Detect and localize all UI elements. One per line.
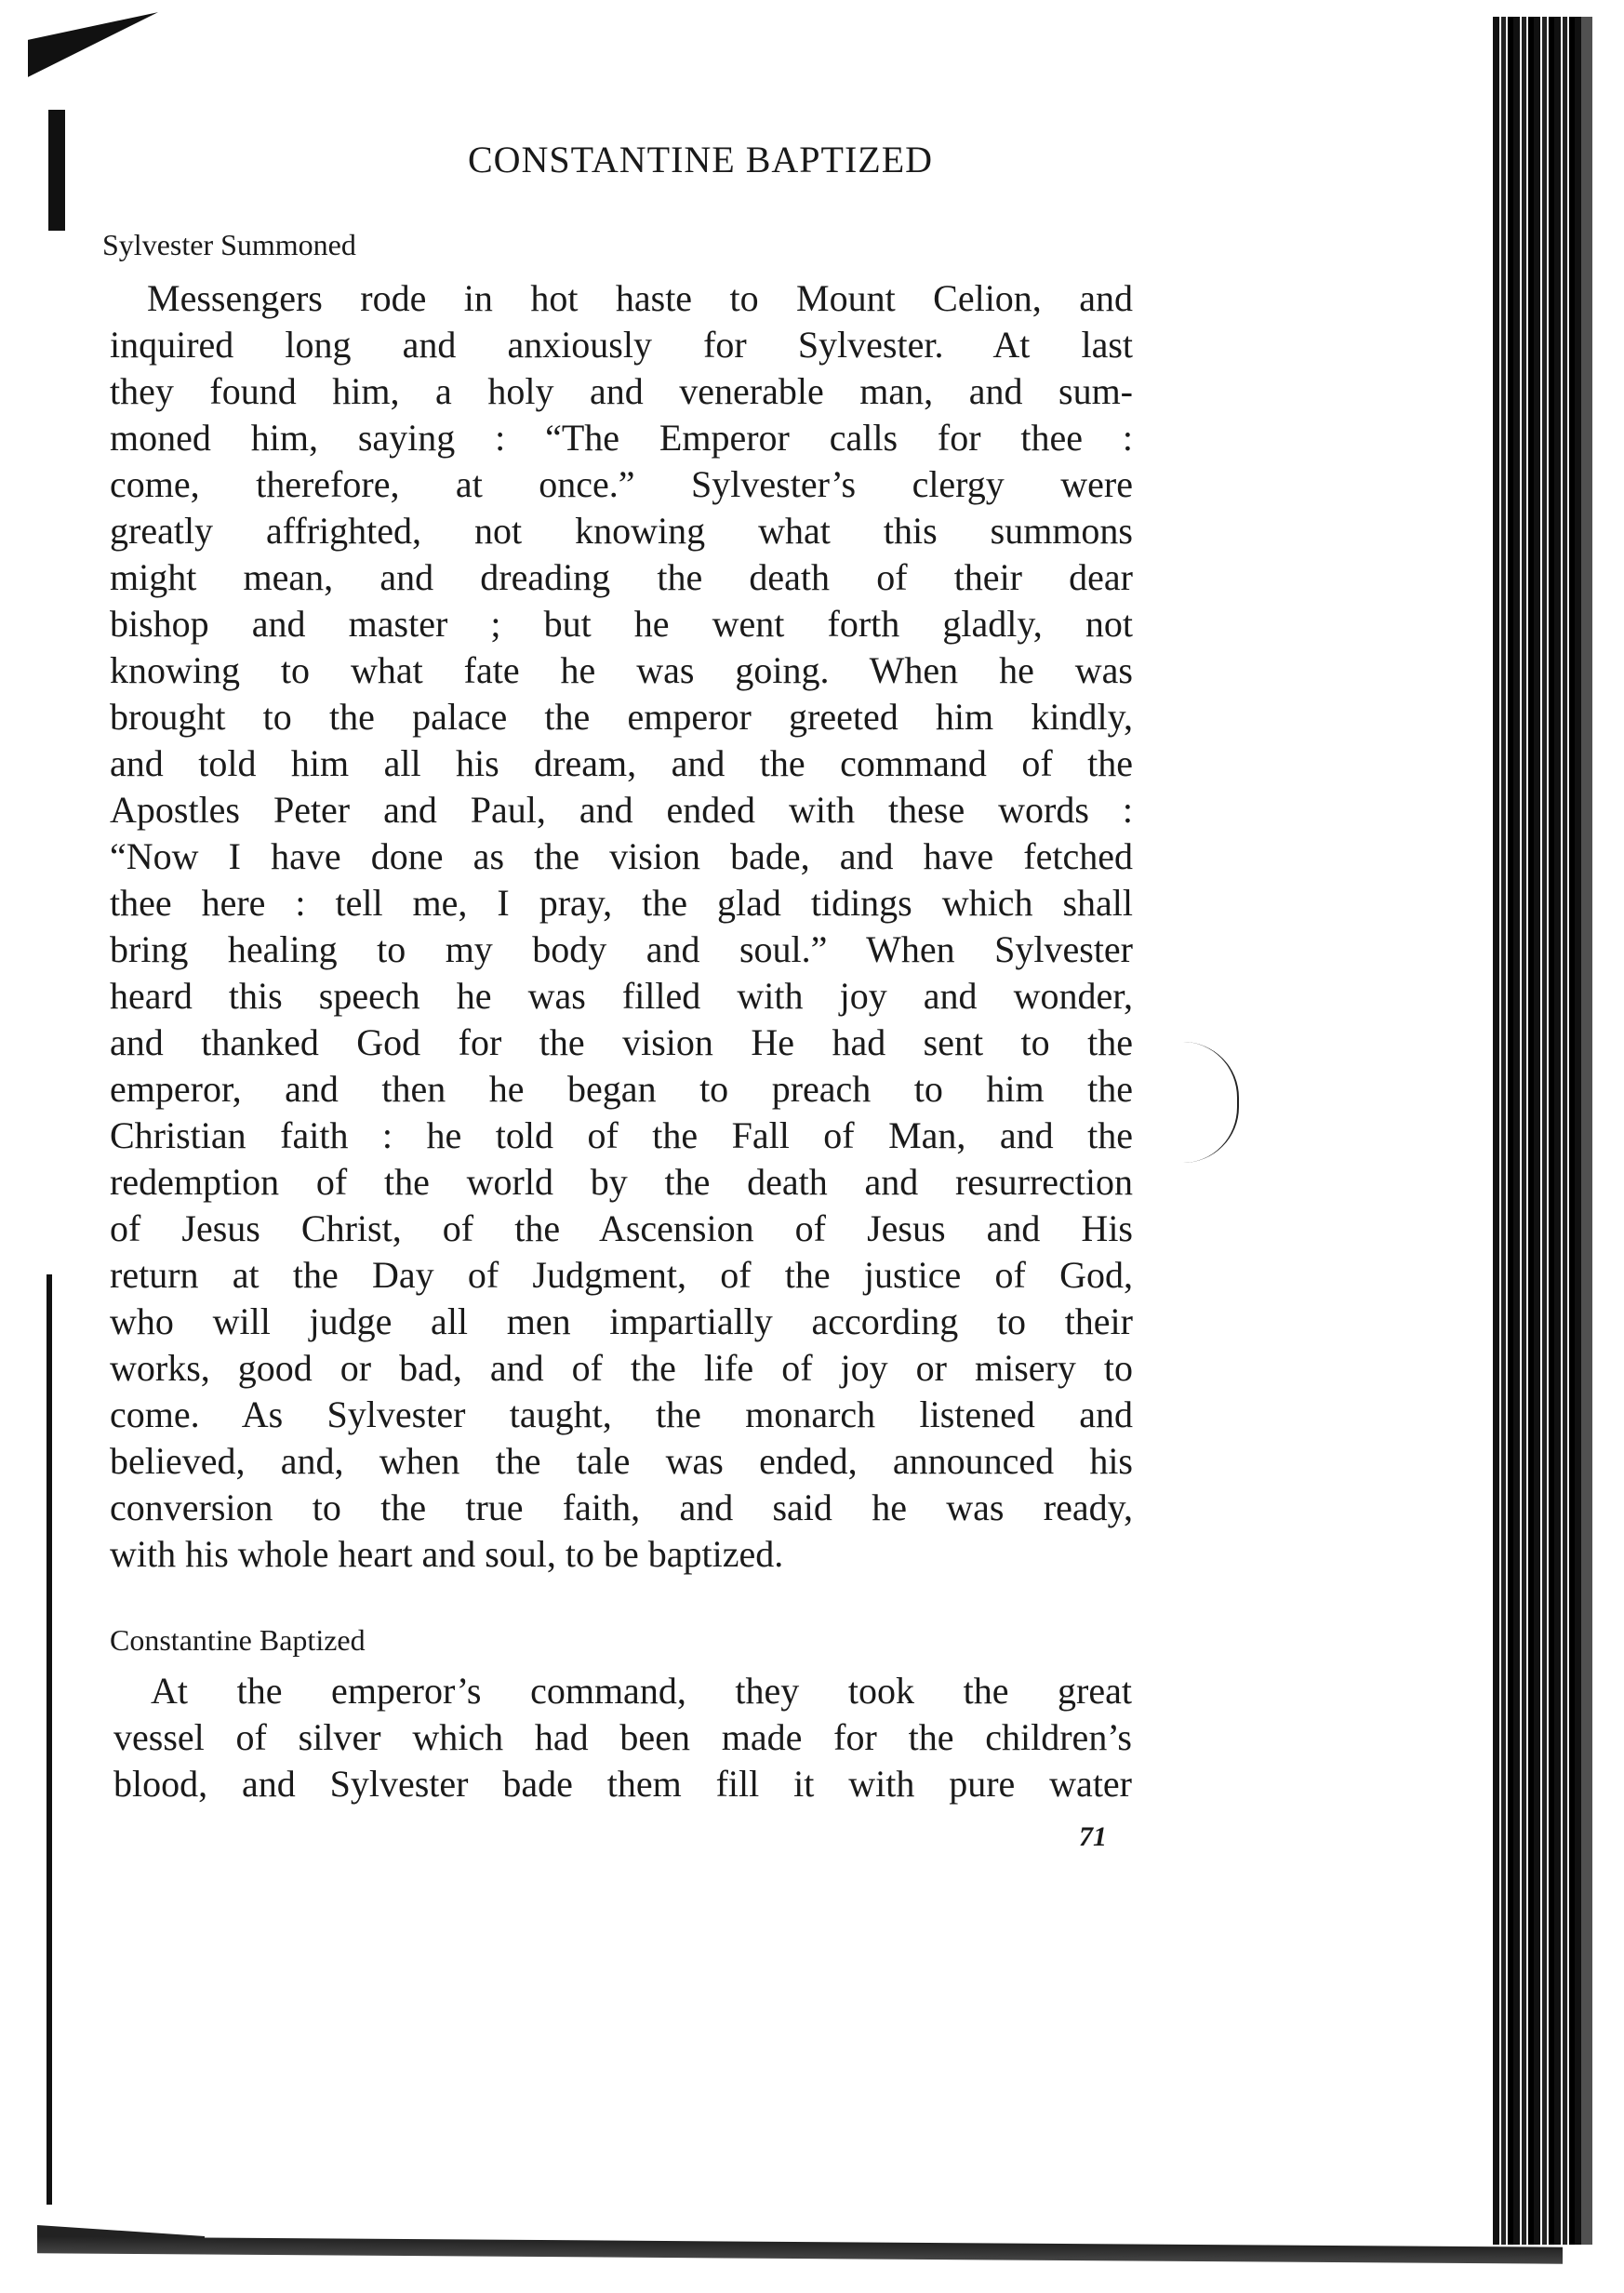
text-line: come, therefore, at once.” Sylvester’s clergy were — [110, 463, 1133, 505]
book-page-edges — [1493, 17, 1581, 2245]
text-line: and told him all his dream, and the command of the — [110, 742, 1133, 784]
page-number: 71 — [1079, 1821, 1107, 1852]
text-line: inquired long and anxiously for Sylvester. At last — [110, 324, 1133, 366]
section-heading: Constantine Baptized — [110, 1623, 366, 1657]
text-line: return at the Day of Judgment, of the justice of God, — [110, 1254, 1133, 1296]
book-spine-edge — [1581, 17, 1592, 2245]
paragraph — [113, 1668, 1132, 1807]
text-line: Apostles Peter and Paul, and ended with these words : — [110, 789, 1133, 831]
text-line: heard this speech he was filled with joy and wonder, — [110, 975, 1133, 1017]
text-line: brought to the palace the emperor greeted him kindly, — [110, 696, 1133, 738]
text-line: of Jesus Christ, of the Ascension of Jesus and His — [110, 1207, 1133, 1249]
text-line: come. As Sylvester taught, the monarch listened and — [110, 1393, 1133, 1435]
text-line: greatly affrighted, not knowing what this summons — [110, 510, 1133, 552]
text-line: redemption of the world by the death and resurrection — [110, 1161, 1133, 1203]
text-line: with his whole heart and soul, to be baptized. — [110, 1533, 784, 1575]
text-line: who will judge all men impartially according to their — [110, 1300, 1133, 1342]
text-line: works, good or bad, and of the life of joy or misery to — [110, 1347, 1133, 1389]
text-line: believed, and, when the tale was ended, announced his — [110, 1440, 1133, 1482]
text-line: bring healing to my body and soul.” When Sylvester — [110, 928, 1133, 970]
running-title: CONSTANTINE BAPTIZED — [467, 139, 934, 180]
text-line: and thanked God for the vision He had sent to the — [110, 1021, 1133, 1063]
text-line: might mean, and dreading the death of their dear — [110, 556, 1133, 598]
paragraph — [110, 275, 1133, 1578]
text-line: emperor, and then he began to preach to him the — [110, 1068, 1133, 1110]
text-line: moned him, saying : “The Emperor calls for thee : — [110, 417, 1133, 459]
text-line: they found him, a holy and venerable man, and sum- — [110, 370, 1133, 412]
text-line: At the emperor’s command, they took the great — [151, 1670, 1132, 1712]
text-line: Messengers rode in hot haste to Mount Celion, and — [147, 277, 1133, 319]
section-heading: Sylvester Summoned — [102, 228, 356, 261]
scan-corner-shadow — [28, 12, 158, 77]
text-line: “Now I have done as the vision bade, and have fetched — [110, 835, 1133, 877]
text-line: thee here : tell me, I pray, the glad tidings which shall — [110, 882, 1133, 924]
text-line: vessel of silver which had been made for the children’s — [113, 1716, 1132, 1758]
scan-left-edge — [47, 1274, 52, 2205]
text-line: blood, and Sylvester bade them fill it with pure water — [113, 1763, 1132, 1805]
text-line: bishop and master ; but he went forth gladly, not — [110, 603, 1133, 645]
text-line: knowing to what fate he was going. When he was — [110, 649, 1133, 691]
margin-bracket-mark — [1172, 1042, 1239, 1163]
text-line: Christian faith : he told of the Fall of Man, and the — [110, 1114, 1133, 1156]
scan-bottom-edge — [37, 2236, 1563, 2263]
text-line: conversion to the true faith, and said he was ready, — [110, 1486, 1133, 1528]
